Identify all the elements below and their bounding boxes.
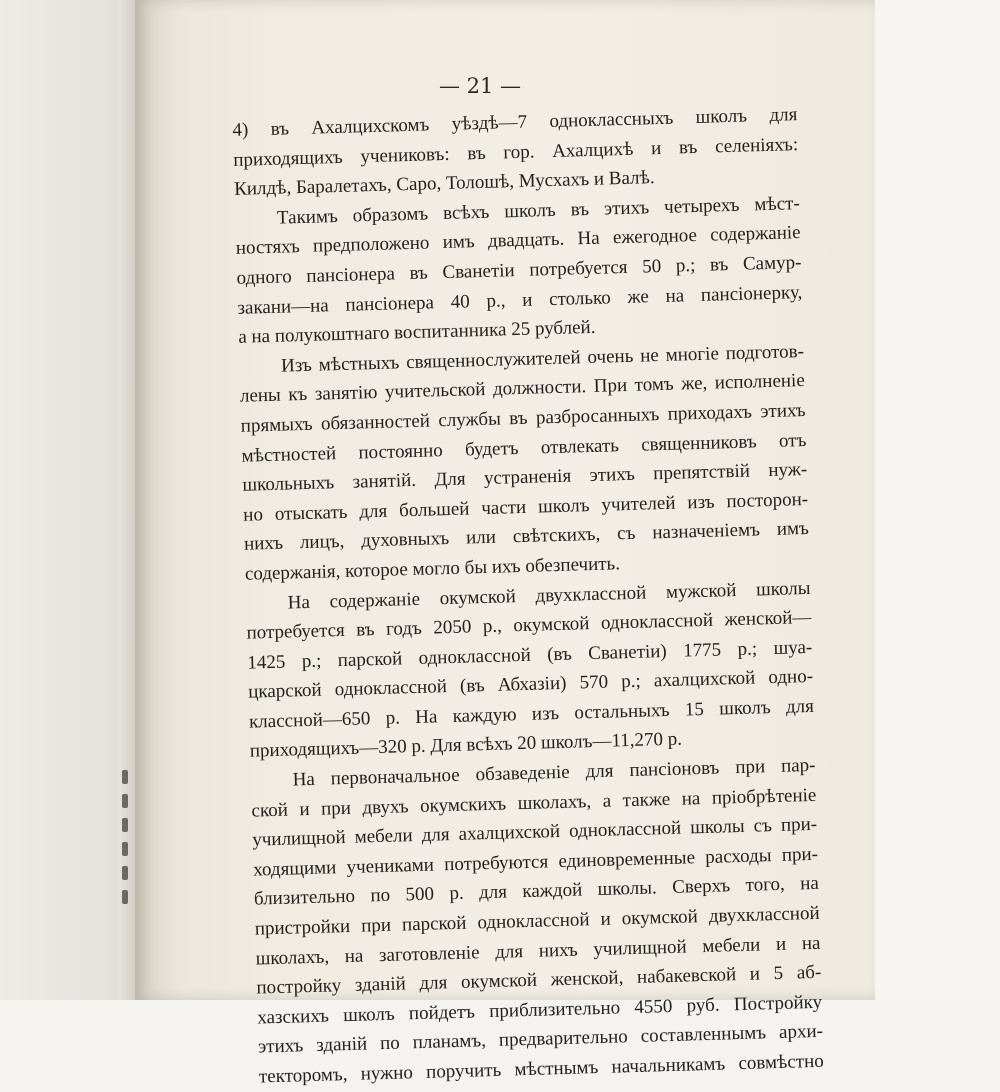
text-line: Такимъ образомъ всѣхъ школъ въ этихъ четырехъ мѣст-	[276, 192, 801, 229]
text-line: нихъ лицъ, духовныхъ или свѣтскихъ, съ назначеніемъ имъ	[243, 518, 810, 556]
text-line: а на полукоштнаго воспитанника 25 рублей.	[238, 316, 596, 348]
text-line: Килдѣ, Баралетахъ, Саро, Толошѣ, Мусхахъ и Валѣ.	[233, 167, 655, 201]
text-line: приходящихъ—320 р. Для всѣхъ 20 школъ—11,270 р.	[249, 729, 683, 763]
text-line: На первоначальное обзаведеніе для пансіоновъ при пар-	[292, 754, 816, 791]
text-line: Изъ мѣстныхъ священнослужителей очень не многіе подготов-	[280, 340, 805, 377]
text-line: но отыскать для большей части школъ учителей изъ посторон-	[242, 488, 809, 526]
text-line: 4) въ Ахалцихскомъ уѣздѣ—7 одноклассныхъ школъ для	[232, 104, 798, 141]
left-page-marks	[118, 760, 136, 980]
text-line: школьныхъ занятій. Для устраненія этихъ препятствій нуж-	[242, 459, 808, 496]
page-number: — 21 —	[438, 74, 522, 98]
text-line: прямыхъ обязанностей службы въ разбросанныхъ приходахъ этихъ	[240, 399, 806, 437]
text-line: потребуется въ годъ 2050 р., окумской одноклассной женской—	[246, 607, 812, 644]
text-line: 1425 р.; парской одноклассной (въ Сванетіи) 1775 р.; шуа-	[247, 636, 813, 674]
text-line: этихъ зданій по планамъ, предварительно составленнымъ архи-	[257, 1021, 824, 1058]
background-right	[875, 0, 1000, 1000]
text-line: постройку зданій для окумской женской, набакевской и 5 аб-	[256, 961, 822, 999]
text-line: ской и при двухъ окумскихъ школахъ, а также на пріобрѣтеніе	[251, 784, 817, 822]
page-text	[232, 100, 824, 1092]
text-line: школахъ, на заготовленіе для нихъ училищной мебели и на	[255, 932, 821, 970]
text-line: классной—650 р. На каждую изъ остальныхъ 15 школъ для	[248, 695, 815, 733]
text-line: одного пансіонера въ Сванетіи потребуется 50 р.; въ Самур-	[236, 252, 802, 289]
text-line: пристройки при парской одноклассной и окумской двухклассной	[254, 902, 820, 940]
text-line: близительно по 500 р. для каждой школы. Сверхъ того, на	[253, 873, 820, 911]
text-line: На содержаніе окумской двухклассной мужской школы	[287, 577, 811, 614]
text-line: содержанія, которое могло бы ихъ обезпечить.	[244, 553, 621, 585]
text-line: лены къ занятію учительской должности. При томъ же, исполненіе	[239, 370, 806, 408]
text-line: ходящими учениками потребуются единовременные расходы при-	[252, 843, 819, 881]
text-line: цкарской одноклассной (въ Абхазіи) 570 р.; ахалцихской одно-	[247, 666, 814, 703]
text-line: мѣстностей постоянно будетъ отвлекать священниковъ отъ	[241, 429, 807, 467]
text-line: училищной мебели для ахалцихской одноклассной школы съ при-	[252, 814, 818, 851]
text-line: приходящихъ учениковъ: въ гор. Ахалцихѣ и въ селеніяхъ:	[233, 133, 799, 171]
text-line: текторомъ, нужно поручить мѣстнымъ начальникамъ совмѣстно	[258, 1050, 825, 1088]
text-line: хазскихъ школъ пойдетъ приблизительно 4550 руб. Постройку	[257, 991, 823, 1029]
text-line: закани—на пансіонера 40 р., и столько же на пансіонерку,	[237, 281, 803, 319]
text-line: ностяхъ предположено имъ двадцать. На ежегодное содержаніе	[235, 222, 801, 260]
